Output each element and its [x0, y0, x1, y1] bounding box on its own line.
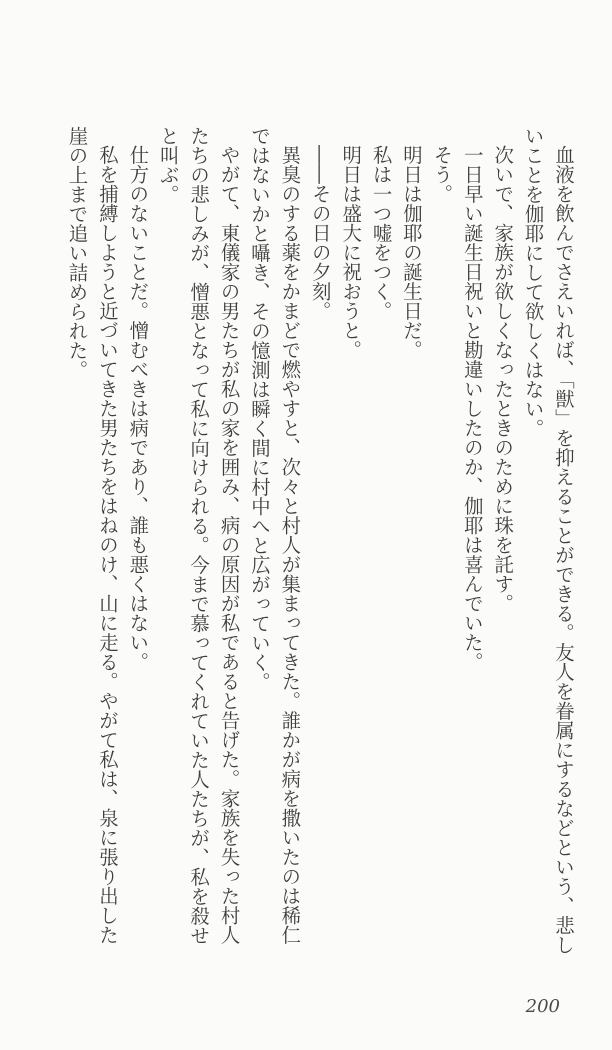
text-line: 異臭のする薬をかまどで燃やすと、次々と村人が集まってきた。誰かが病を撒いたのは稀仁 — [278, 145, 302, 945]
text-line: 次いで、家族が欲しくなったときのために珠を託す。 — [491, 145, 515, 614]
text-line: 崖の上まで追い詰められた。 — [65, 126, 89, 380]
text-line: 明日は伽耶の誕生日だ。 — [399, 145, 423, 360]
text-line: たちの悲しみが、憎悪となって私に向けられる。今まで慕ってくれていた人たちが、私を殺せ — [187, 126, 211, 945]
text-line: ではないかと囁き、その憶測は瞬く間に村中へと広がっていく。 — [247, 126, 271, 692]
text-line: いことを伽耶にして欲しくはない。 — [521, 126, 545, 438]
text-line: 一日早い誕生日祝いと勘違いしたのか、伽耶は喜んでいた。 — [460, 145, 484, 672]
text-line: 私を捕縛しようと近づいてきた男たちをはねのけ、山に走る。やがて私は、泉に張り出した — [95, 145, 119, 945]
text-line: と叫ぶ。 — [156, 126, 180, 204]
text-line: 血液を飲んでさえいれば、「獣」を抑えることができる。友人を眷属にするなどという、悲し — [552, 145, 575, 955]
text-line: やがて、東儀家の男たちが私の家を囲み、病の原因が私であると告げた。家族を失った村人 — [217, 145, 241, 945]
page-number: 200 — [525, 996, 560, 1017]
text-line: そう。 — [430, 145, 454, 204]
text-line: 仕方のないことだ。憎むべきは病であり、誰も悪くはない。 — [126, 145, 150, 672]
text-line: 明日は盛大に祝おうと。 — [339, 145, 363, 360]
text-line: ――その日の夕刻。 — [308, 145, 332, 321]
text-line: 私は一つ嘘をつく。 — [369, 145, 393, 321]
vertical-text-block — [61, 126, 578, 954]
